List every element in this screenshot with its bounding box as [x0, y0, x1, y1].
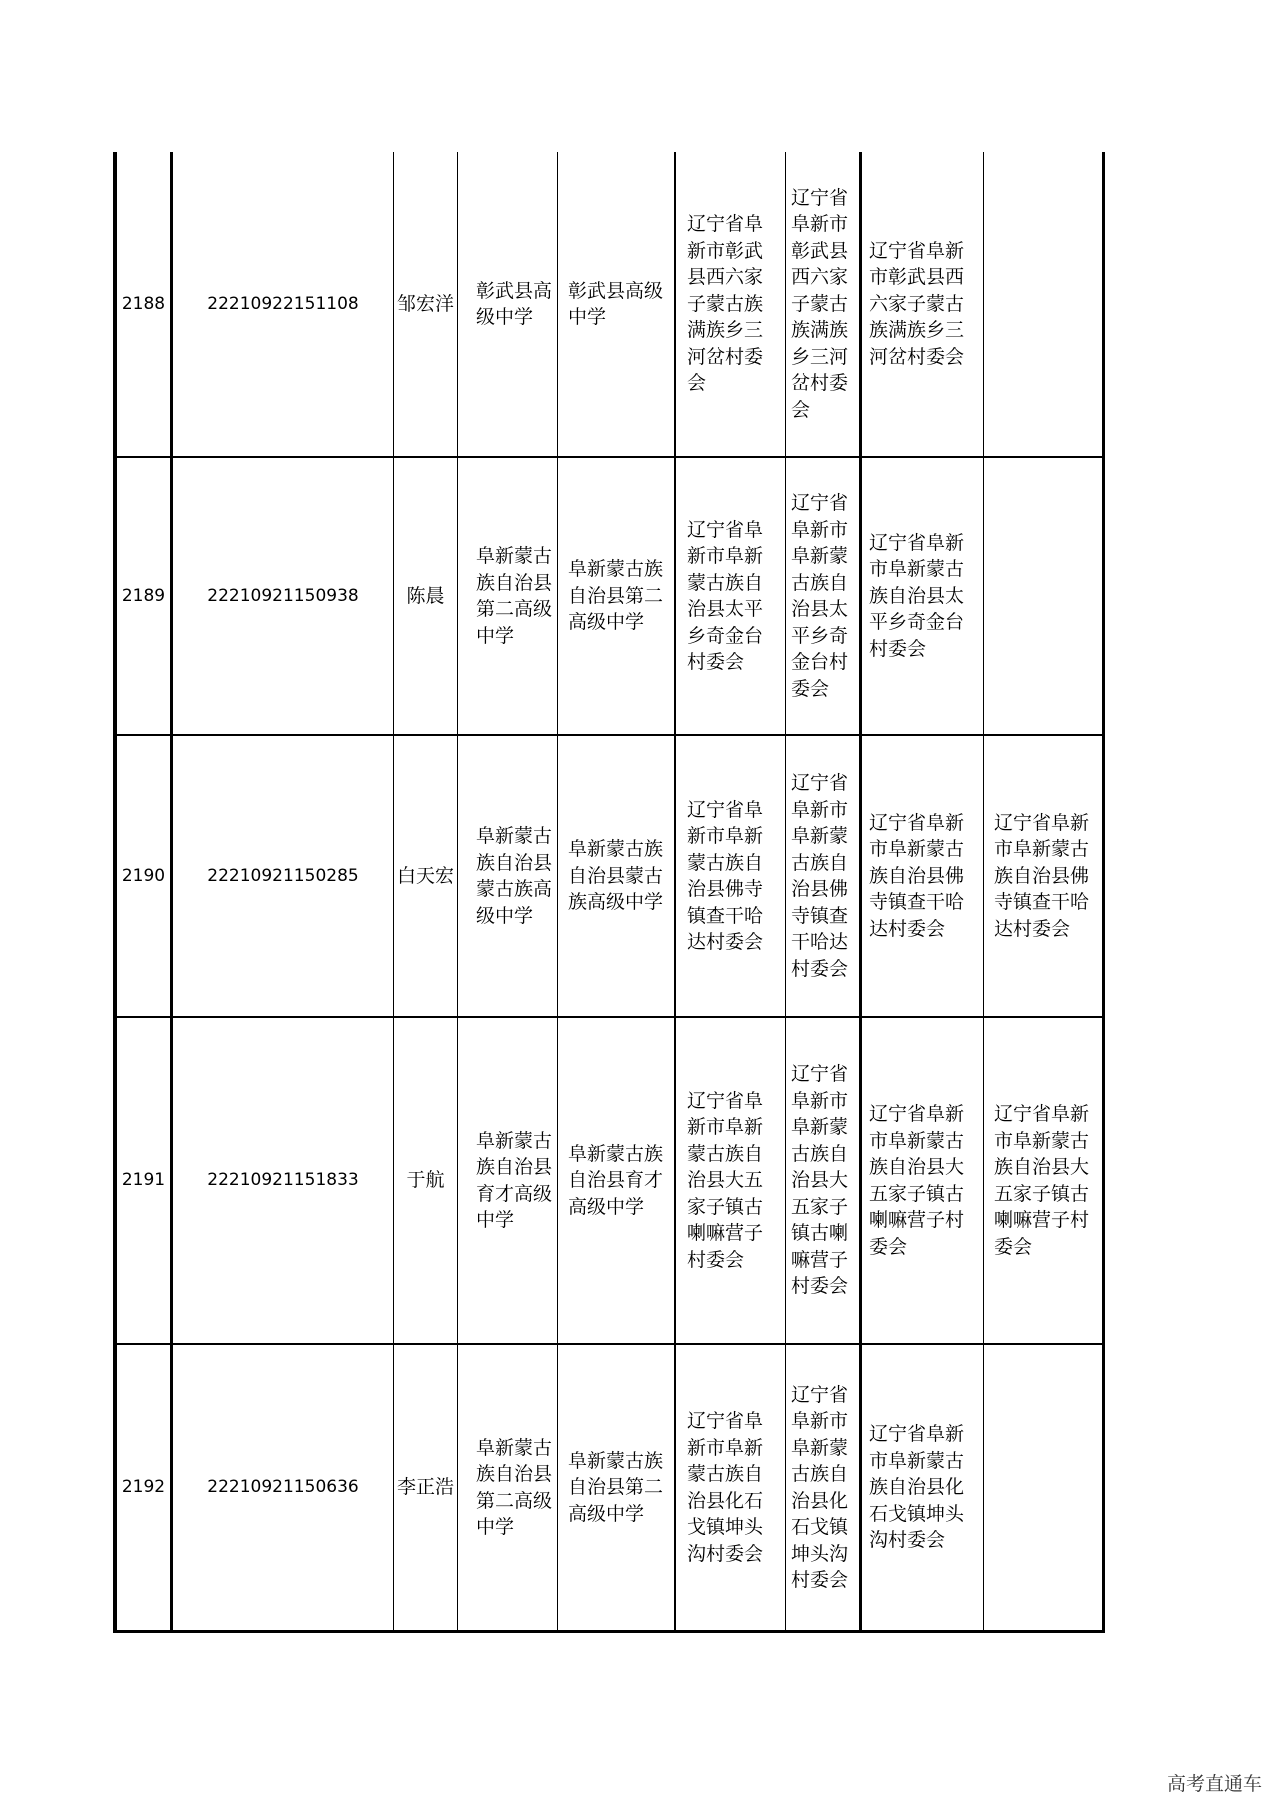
cell-residence-address: 辽宁省阜新市彰武县西六家子蒙古族满族乡三河岔村委会 [786, 152, 862, 456]
table-row [113, 1016, 1105, 1343]
cell-number: 2188 [113, 152, 173, 456]
table-row [113, 152, 1105, 456]
cell-exam-id: 22210921150636 [173, 1343, 394, 1633]
cell-school-attended: 阜新蒙古族自治县育才高级中学 [558, 1016, 676, 1343]
cell-school: 彰武县高级中学 [458, 152, 558, 456]
cell-other-address [984, 456, 1105, 734]
cell-other-address [984, 152, 1105, 456]
cell-number: 2192 [113, 1343, 173, 1633]
cell-exam-id: 22210921150938 [173, 456, 394, 734]
cell-school-attended: 阜新蒙古族自治县第二高级中学 [558, 1343, 676, 1633]
cell-school: 阜新蒙古族自治县第二高级中学 [458, 456, 558, 734]
cell-name: 陈晨 [394, 456, 458, 734]
cell-household-address: 辽宁省阜新市彰武县西六家子蒙古族满族乡三河岔村委会 [676, 152, 786, 456]
cell-guardian-address: 辽宁省阜新市阜新蒙古族自治县太平乡奇金台村委会 [862, 456, 984, 734]
cell-household-address: 辽宁省阜新市阜新蒙古族自治县化石戈镇坤头沟村委会 [676, 1343, 786, 1633]
cell-residence-address: 辽宁省阜新市阜新蒙古族自治县化石戈镇坤头沟村委会 [786, 1343, 862, 1633]
cell-other-address: 辽宁省阜新市阜新蒙古族自治县大五家子镇古喇嘛营子村委会 [984, 1016, 1105, 1343]
cell-other-address: 辽宁省阜新市阜新蒙古族自治县佛寺镇查干哈达村委会 [984, 734, 1105, 1016]
cell-name: 邹宏洋 [394, 152, 458, 456]
cell-exam-id: 22210921151833 [173, 1016, 394, 1343]
data-table [113, 152, 1105, 1633]
cell-number: 2189 [113, 456, 173, 734]
cell-school-attended: 阜新蒙古族自治县蒙古族高级中学 [558, 734, 676, 1016]
cell-residence-address: 辽宁省阜新市阜新蒙古族自治县佛寺镇查干哈达村委会 [786, 734, 862, 1016]
cell-name: 李正浩 [394, 1343, 458, 1633]
cell-number: 2190 [113, 734, 173, 1016]
cell-school: 阜新蒙古族自治县蒙古族高级中学 [458, 734, 558, 1016]
cell-exam-id: 22210921150285 [173, 734, 394, 1016]
cell-exam-id: 22210922151108 [173, 152, 394, 456]
cell-household-address: 辽宁省阜新市阜新蒙古族自治县佛寺镇查干哈达村委会 [676, 734, 786, 1016]
cell-name: 白天宏 [394, 734, 458, 1016]
cell-residence-address: 辽宁省阜新市阜新蒙古族自治县大五家子镇古喇嘛营子村委会 [786, 1016, 862, 1343]
cell-guardian-address: 辽宁省阜新市阜新蒙古族自治县化石戈镇坤头沟村委会 [862, 1343, 984, 1633]
table-row [113, 734, 1105, 1016]
cell-guardian-address: 辽宁省阜新市阜新蒙古族自治县大五家子镇古喇嘛营子村委会 [862, 1016, 984, 1343]
cell-residence-address: 辽宁省阜新市阜新蒙古族自治县太平乡奇金台村委会 [786, 456, 862, 734]
cell-household-address: 辽宁省阜新市阜新蒙古族自治县太平乡奇金台村委会 [676, 456, 786, 734]
cell-school-attended: 彰武县高级中学 [558, 152, 676, 456]
table-row [113, 1343, 1105, 1633]
cell-school: 阜新蒙古族自治县第二高级中学 [458, 1343, 558, 1633]
watermark: 高考直通车 [1166, 1773, 1262, 1795]
cell-guardian-address: 辽宁省阜新市阜新蒙古族自治县佛寺镇查干哈达村委会 [862, 734, 984, 1016]
table-row [113, 456, 1105, 734]
cell-guardian-address: 辽宁省阜新市彰武县西六家子蒙古族满族乡三河岔村委会 [862, 152, 984, 456]
cell-school: 阜新蒙古族自治县育才高级中学 [458, 1016, 558, 1343]
cell-name: 于航 [394, 1016, 458, 1343]
cell-school-attended: 阜新蒙古族自治县第二高级中学 [558, 456, 676, 734]
cell-other-address [984, 1343, 1105, 1633]
cell-household-address: 辽宁省阜新市阜新蒙古族自治县大五家子镇古喇嘛营子村委会 [676, 1016, 786, 1343]
cell-number: 2191 [113, 1016, 173, 1343]
